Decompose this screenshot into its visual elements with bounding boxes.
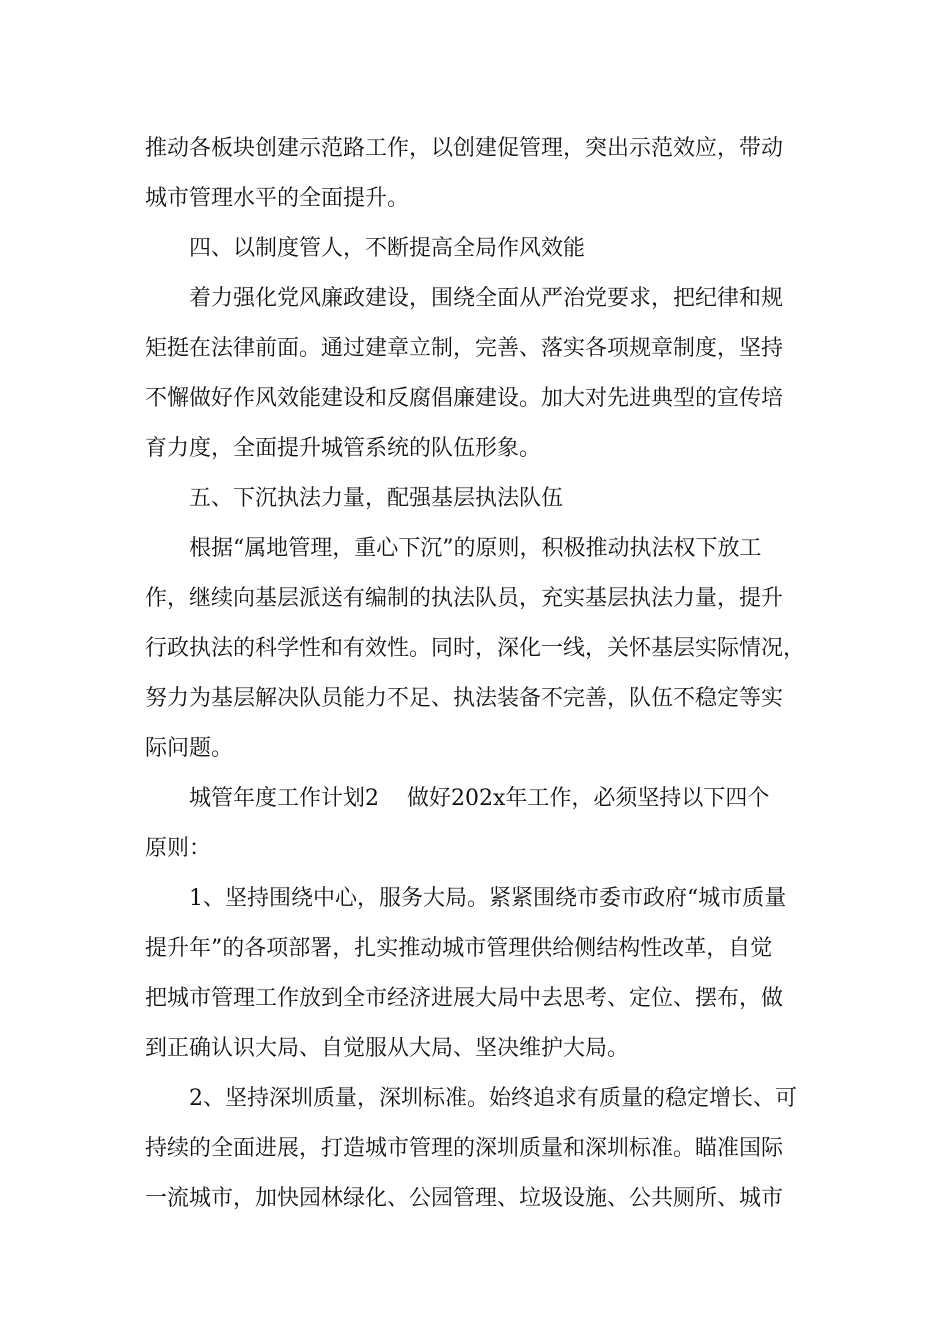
text-line: 原则： <box>145 836 212 861</box>
text-line: 一流城市，加快园林绿化、公园管理、垃圾设施、公共厕所、城市 <box>145 1186 784 1211</box>
document-body <box>145 124 809 1224</box>
text-line: 2、坚持深圳质量，深圳标准。始终追求有质量的稳定增长、可 <box>189 1086 797 1111</box>
text-line: 行政执法的科学性和有效性。同时，深化一线，关怀基层实际情况， <box>145 636 806 661</box>
text-line: 不懈做好作风效能建设和反腐倡廉建设。加大对先进典型的宣传培 <box>145 386 784 411</box>
text-line: 作，继续向基层派送有编制的执法队员，充实基层执法力量，提升 <box>145 586 784 611</box>
text-line: 努力为基层解决队员能力不足、执法装备不完善，队伍不稳定等实 <box>145 686 784 711</box>
text-line: 把城市管理工作放到全市经济进展大局中去思考、定位、摆布，做 <box>145 986 784 1011</box>
text-line: 着力强化党风廉政建设，围绕全面从严治党要求，把纪律和规 <box>189 286 784 311</box>
text-line: 矩挺在法律前面。通过建章立制，完善、落实各项规章制度，坚持 <box>145 336 784 361</box>
text-line: 持续的全面进展，打造城市管理的深圳质量和深圳标准。瞄准国际 <box>145 1136 784 1161</box>
section-heading: 五、下沉执法力量，配强基层执法队伍 <box>189 486 564 511</box>
text-line: 育力度，全面提升城管系统的队伍形象。 <box>145 436 542 461</box>
text-line: 1、坚持围绕中心，服务大局。紧紧围绕市委市政府“城市质量 <box>189 886 787 911</box>
text-line: 到正确认识大局、自觉服从大局、坚决维护大局。 <box>145 1036 630 1061</box>
plan-title: 城管年度工作计划2 <box>189 786 379 811</box>
text-line: 根据“属地管理，重心下沉”的原则，积极推动执法权下放工 <box>189 536 762 561</box>
text-line: 推动各板块创建示范路工作，以创建促管理，突出示范效应，带动 <box>145 136 784 161</box>
plan-intro: 做好202x年工作，必须坚持以下四个 <box>407 786 770 811</box>
text-line: 提升年”的各项部署，扎实推动城市管理供给侧结构性改革，自觉 <box>145 936 773 961</box>
text-line: 际问题。 <box>145 736 234 761</box>
plan-title-line <box>145 774 809 824</box>
section-heading: 四、以制度管人，不断提高全局作风效能 <box>189 236 586 261</box>
text-line: 城市管理水平的全面提升。 <box>145 186 410 211</box>
